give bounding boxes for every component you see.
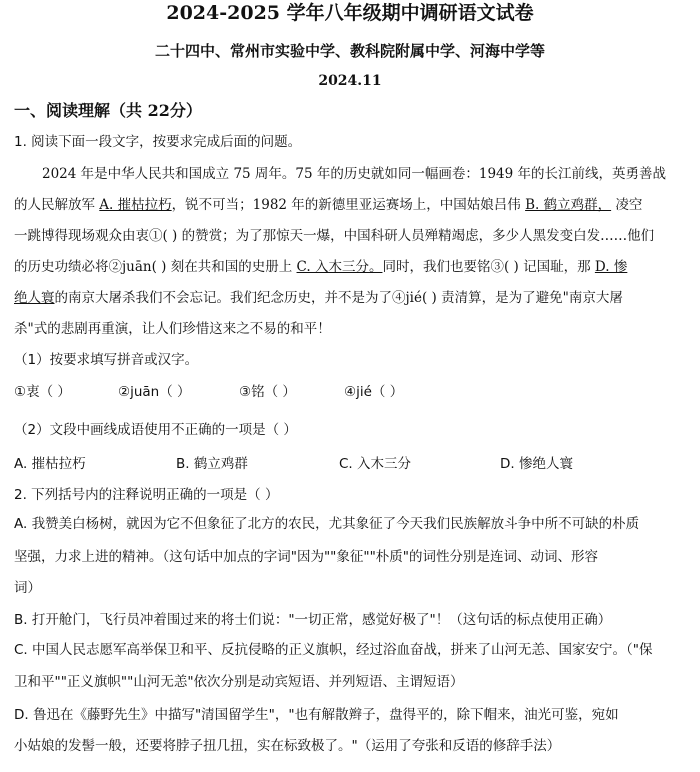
choice-option: A. 摧枯拉朽 [14,456,86,472]
q2-option-a-cont: 坚强，力求上进的精神。（这句话中加点的字词"因为""象征""朴质"的词性分别是连词、动词、形容 [14,549,599,565]
underlined-idiom-b: B. 鹤立鸡群， [525,197,612,213]
fill-item: ①衷（ ） [14,384,71,400]
sub1-prompt: （1）按要求填写拼音或汉字。 [14,352,199,368]
choice-option: D. 惨绝人寰 [500,456,573,472]
choice-option: B. 鹤立鸡群 [176,456,248,472]
passage-text: 同时，我们也要铭③( ) 记国耻，那 [382,259,595,275]
q2-option-b: B. 打开舱门，飞行员冲着围过来的将士们说："一切正常，感觉好极了"！（这句话的标点使用正确） [14,612,612,628]
exam-title: 2024-2025 学年八年级期中调研语文试卷 [166,2,534,24]
passage-line-4 [14,257,690,277]
q2-option-d-cont: 小姑娘的发髻一般，还要将脖子扭几扭，实在标致极了。"（运用了夸张和反语的修辞手法） [14,738,561,754]
passage-line-3: 一跳博得现场观众由衷①( ) 的赞赏；为了那惊天一爆，中国科研人员殚精竭虑，多少人黑发变白发……他们 [14,228,655,244]
q2-prompt: 2. 下列括号内的注释说明正确的一项是（ ） [14,487,279,503]
underlined-idiom-c: C. 入木三分。 [296,259,383,275]
passage-text: 的人民解放军 [14,197,100,213]
q2-option-c-cont: 卫和平""正义旗帜""山河无恙"依次分别是动宾短语、并列短语、主谓短语） [14,674,464,690]
passage-text: 凌空 [611,197,643,213]
choice-option: C. 入木三分 [339,456,412,472]
q1-prompt: 1. 阅读下面一段文字，按要求完成后面的问题。 [14,134,302,150]
passage-line-6: 杀"式的悲剧再重演，让人们珍惜这来之不易的和平！ [14,321,331,337]
school-list: 二十四中、常州市实验中学、教科院附属中学、河海中学等 [154,42,545,60]
passage-text: 的历史功绩必将②juān( ) 刻在共和国的史册上 [14,259,297,275]
exam-date: 2024.11 [318,73,382,89]
underlined-idiom-d-cont: 绝人寰 [14,290,55,306]
fill-item: ②juān（ ） [118,384,191,400]
fill-item: ④jié（ ） [344,384,404,400]
q2-option-c: C. 中国人民志愿军高举保卫和平、反抗侵略的正义旗帜，经过浴血奋战，拼来了山河无恙、国家安宁。（"保 [14,642,653,658]
fill-item: ③铭（ ） [239,384,296,400]
passage-line-2 [14,195,690,215]
passage-line-1: 2024 年是中华人民共和国成立 75 周年。75 年的历史就如同一幅画卷：1949 年的长江前线，英勇善战 [42,166,667,182]
passage-line-5 [14,288,690,308]
sub2-prompt: （2）文段中画线成语使用不正确的一项是（ ） [14,422,297,438]
q2-option-a: A. 我赞美白杨树，就因为它不但象征了北方的农民，尤其象征了今天我们民族解放斗争中所不可缺的朴质 [14,516,640,532]
q2-option-d: D. 鲁迅在《藤野先生》中描写"清国留学生"，"也有解散辫子，盘得平的，除下帽来，油光可鉴，宛如 [14,707,619,723]
underlined-idiom-d: D. 惨 [594,259,628,275]
passage-text: 的南京大屠杀我们不会忘记。我们纪念历史，并不是为了④jié( ) 责清算，是为了避免"南京大屠 [54,290,623,306]
passage-text: ，锐不可当；1982 年的新德里亚运赛场上，中国姑娘吕伟 [171,197,526,213]
section-heading: 一、阅读理解（共 22分） [14,101,202,120]
underlined-idiom-a: A. 摧枯拉朽 [99,197,172,213]
q2-option-a-cont: 词） [14,580,41,596]
